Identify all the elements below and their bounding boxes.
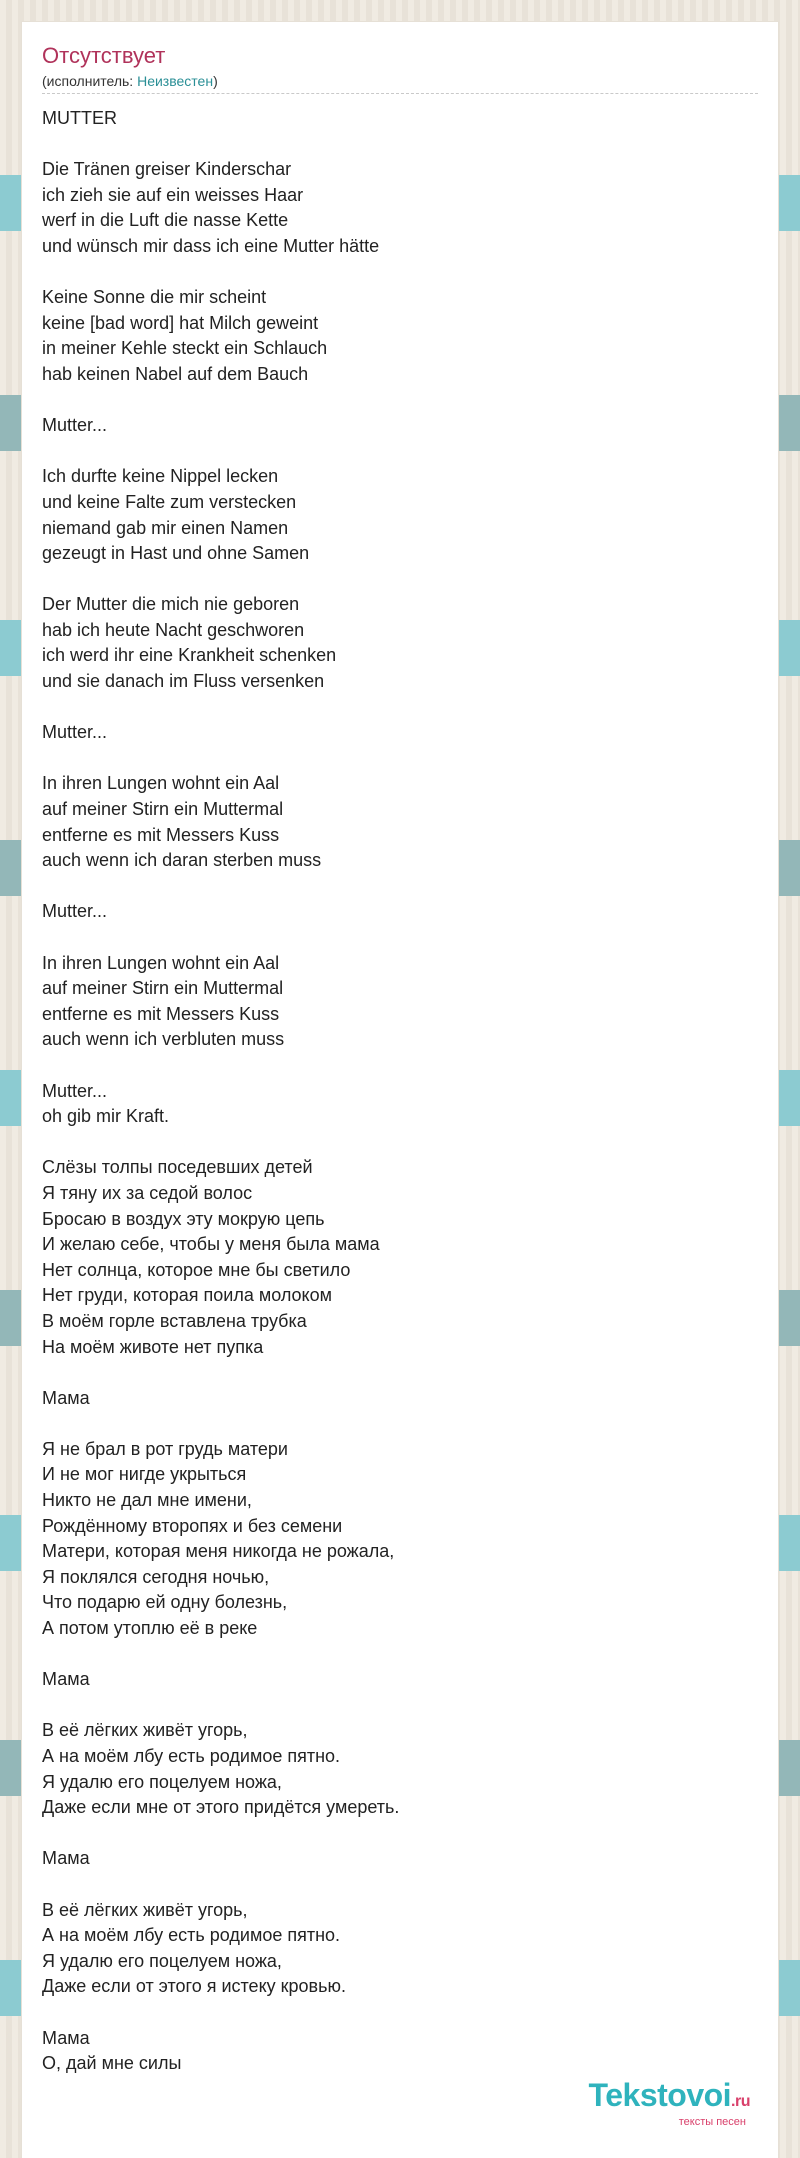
stanza	[42, 157, 742, 259]
side-stripe	[778, 175, 800, 231]
lyric-line: In ihren Lungen wohnt ein Aal	[42, 773, 280, 794]
lyric-line: entferne es mit Messers Kuss	[42, 1003, 280, 1024]
lyric-line: В её лёгких живёт угорь,	[42, 1899, 248, 1920]
side-stripe	[0, 840, 22, 896]
side-stripe	[0, 1515, 22, 1571]
side-stripe	[778, 1070, 800, 1126]
side-stripe	[778, 1960, 800, 2016]
lyric-line: Die Tränen greiser Kinderschar	[42, 159, 292, 180]
song-title: Отсутствует	[42, 43, 166, 68]
lyric-line: Мама	[42, 1669, 90, 1690]
stanza	[42, 413, 742, 439]
logo-name: Tekstovoi	[588, 2077, 732, 2113]
lyric-line: Я удалю его поцелуем ножа,	[42, 1771, 282, 1792]
stanza	[42, 2026, 742, 2077]
lyric-line: Даже если от этого я истеку кровью.	[42, 1976, 346, 1997]
logo-tagline: тексты песен	[678, 2116, 746, 2128]
stanza	[42, 592, 742, 694]
site-logo[interactable]	[589, 2079, 750, 2128]
lyric-line: und keine Falte zum verstecken	[42, 491, 297, 512]
side-stripe	[0, 175, 22, 231]
lyric-line: В её лёгких живёт угорь,	[42, 1720, 248, 1741]
lyrics-text	[42, 106, 742, 2102]
side-stripe	[778, 1515, 800, 1571]
stanza	[42, 951, 742, 1053]
lyric-line: gezeugt in Hast und ohne Samen	[42, 543, 310, 564]
lyric-line: Мама	[42, 2027, 90, 2048]
lyric-line: Der Mutter die mich nie geboren	[42, 594, 300, 615]
lyric-line: Нет груди, которая поила молоком	[42, 1285, 333, 1306]
lyric-line: in meiner Kehle steckt ein Schlauch	[42, 338, 328, 359]
lyric-line: auch wenn ich verbluten muss	[42, 1029, 285, 1050]
lyric-line: Рождённому второпях и без семени	[42, 1515, 343, 1536]
stanza	[42, 1079, 742, 1130]
stanza	[42, 1667, 742, 1693]
lyric-line: Я тяну их за седой волос	[42, 1182, 253, 1203]
lyric-line: ich werd ihr eine Krankheit schenken	[42, 645, 337, 666]
stanza	[42, 1846, 742, 1872]
side-stripe	[0, 1960, 22, 2016]
lyric-line: Никто не дал мне имени,	[42, 1490, 252, 1511]
lyric-line: Матери, которая меня никогда не рожала,	[42, 1541, 395, 1562]
lyric-line: entferne es mit Messers Kuss	[42, 824, 280, 845]
lyric-line: А на моём лбу есть родимое пятно.	[42, 1746, 341, 1766]
stanza	[42, 1155, 742, 1360]
lyric-line: Я не брал в рот грудь матери	[42, 1438, 288, 1459]
stanza	[42, 285, 742, 387]
title-divider	[42, 93, 758, 94]
lyric-line: В моём горле вставлена трубка	[42, 1310, 307, 1331]
side-stripe	[778, 1740, 800, 1796]
side-stripe	[778, 620, 800, 676]
lyric-line: und wünsch mir dass ich eine Mutter hätte	[42, 235, 380, 256]
side-stripe	[0, 1740, 22, 1796]
logo-tld: .ru	[731, 2093, 750, 2110]
lyric-line: Mutter...	[42, 722, 108, 743]
stanza	[42, 1718, 742, 1820]
lyric-line: Mutter...	[42, 901, 108, 922]
lyric-line: Даже если мне от этого придётся умереть.	[42, 1797, 400, 1818]
lyric-line: hab keinen Nabel auf dem Bauch	[42, 363, 309, 384]
lyric-line: keine [bad word] hat Milch geweint	[42, 312, 319, 333]
stanza	[42, 1386, 742, 1412]
lyric-line: Мама	[42, 1848, 90, 1869]
lyric-line: auf meiner Stirn ein Muttermal	[42, 978, 284, 999]
stanza	[42, 899, 742, 925]
performer-line	[42, 72, 218, 90]
lyrics-card	[22, 22, 778, 2158]
lyric-line: Keine Sonne die mir scheint	[42, 287, 267, 308]
lyric-line: Ich durfte keine Nippel lecken	[42, 466, 279, 487]
lyric-line: Mutter...	[42, 415, 108, 436]
side-stripe	[0, 620, 22, 676]
lyric-line: На моём животе нет пупка	[42, 1336, 264, 1357]
lyric-line: И не мог нигде укрыться	[42, 1464, 247, 1485]
side-stripe	[778, 1290, 800, 1346]
lyric-line: ich zieh sie auf ein weisses Haar	[42, 184, 304, 205]
side-stripe	[0, 1290, 22, 1346]
lyric-line: oh gib mir Kraft.	[42, 1106, 170, 1127]
stanza	[42, 771, 742, 873]
lyric-line: und sie danach im Fluss versenken	[42, 671, 325, 692]
lyric-line: Нет солнца, которое мне бы светило	[42, 1259, 351, 1280]
lyric-line: А на моём лбу есть родимое пятно.	[42, 1925, 341, 1946]
lyric-line: hab ich heute Nacht geschworen	[42, 619, 305, 640]
lyric-line: Мама	[42, 1387, 90, 1408]
lyric-line: Бросаю в воздух эту мокрую цепь	[42, 1208, 325, 1229]
lyric-line: In ihren Lungen wohnt ein Aal	[42, 952, 280, 973]
stanza	[42, 106, 742, 132]
performer-suffix: )	[213, 73, 218, 89]
lyric-line: Слёзы толпы поседевших детей	[42, 1157, 313, 1178]
lyric-line: werf in die Luft die nasse Kette	[42, 210, 289, 231]
lyric-line: auch wenn ich daran sterben muss	[42, 850, 322, 871]
lyric-line: Mutter...	[42, 1080, 108, 1101]
lyric-line: И желаю себе, чтобы у меня была мама	[42, 1234, 380, 1255]
side-stripe	[0, 395, 22, 451]
lyric-line: MUTTER	[42, 108, 117, 128]
stanza	[42, 464, 742, 566]
lyric-line: niemand gab mir einen Namen	[42, 517, 289, 538]
stanza	[42, 720, 742, 746]
performer-link[interactable]: Неизвестен	[137, 73, 214, 89]
side-stripe	[778, 395, 800, 451]
lyric-line: О, дай мне силы	[42, 2053, 182, 2074]
lyric-line: Что подарю ей одну болезнь,	[42, 1592, 288, 1613]
lyric-line: А потом утоплю её в реке	[42, 1618, 258, 1639]
performer-prefix: (исполнитель:	[42, 73, 138, 89]
stanza	[42, 1437, 742, 1642]
lyric-line: Я удалю его поцелуем ножа,	[42, 1950, 282, 1971]
side-stripe	[778, 840, 800, 896]
stanza	[42, 1898, 742, 2000]
side-stripe	[0, 1070, 22, 1126]
lyric-line: auf meiner Stirn ein Muttermal	[42, 799, 284, 820]
lyric-line: Я поклялся сегодня ночью,	[42, 1566, 270, 1587]
